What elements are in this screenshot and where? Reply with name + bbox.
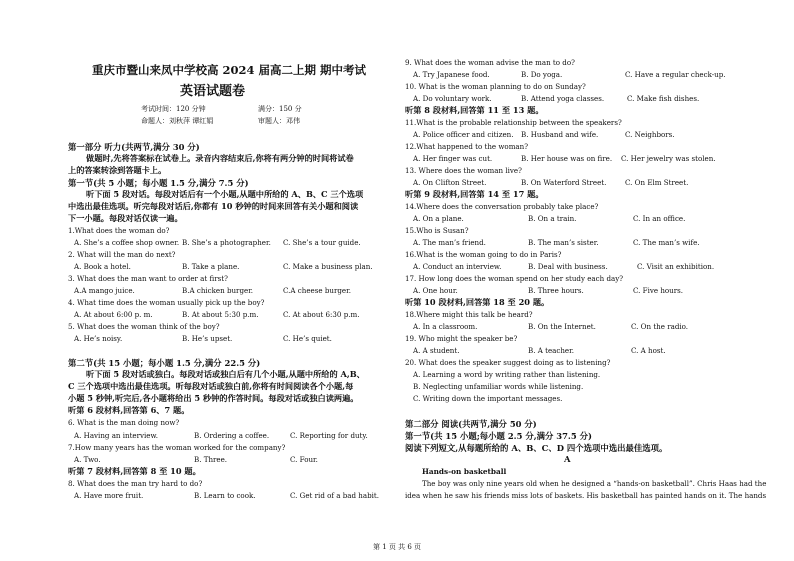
q18-option-b: B. On the Internet. xyxy=(528,322,596,331)
q15-option-a: A. The man’s friend. xyxy=(413,238,486,247)
question-10: 10. What is the woman planning to do on Sunday? xyxy=(405,82,586,91)
q9-option-b: B. Do yoga. xyxy=(521,70,563,79)
section2-heading: 第二节(共 15 小题；每小题 1.5 分,满分 22.5 分) xyxy=(68,358,261,368)
q9-option-c: C. Have a regular check-up. xyxy=(625,70,726,79)
part1-heading: 第一部分 听力(共两节,满分 30 分) xyxy=(68,142,200,152)
q13-option-b: B. On Waterford Street. xyxy=(521,178,607,187)
passage-line-2: idea when he saw his friends miss lots of baskets. His basketball has painted hands on it. The hands xyxy=(405,491,767,500)
q18-option-a: A. In a classroom. xyxy=(413,322,478,331)
q10-option-a: A. Do voluntary work. xyxy=(413,94,492,103)
question-13: 13. Where does the woman live? xyxy=(405,166,522,175)
q19-option-b: B. A teacher. xyxy=(528,346,574,355)
section2-intro-line3: 小题 5 秒钟,听完后,各小题将给出 5 秒钟的作答时间。每段对话或独白读两遍。 xyxy=(68,393,359,403)
question-2: 2. What will the man do next? xyxy=(68,250,176,259)
q1-option-a: A. She’s a coffee shop owner. xyxy=(74,238,180,247)
section2-intro-line1: 听下面 5 段对话或独白。每段对话或独白后有几个小题,从题中所给的 A,B、 xyxy=(86,369,365,379)
q2-option-c: C. Make a business plan. xyxy=(283,262,373,271)
material-6-heading: 听第 6 段材料,回答第 6、7 题。 xyxy=(68,405,190,415)
material-7-heading: 听第 7 段材料,回答第 8 至 10 题。 xyxy=(68,466,201,476)
q12-option-b: B. Her house was on fire. xyxy=(521,154,613,163)
section1-heading: 第一节(共 5 小题；每小题 1.5 分,满分 7.5 分) xyxy=(68,178,249,188)
page-footer: 第 1 页 共 6 页 xyxy=(372,543,422,551)
q20-option-c: C. Writing down the important messages. xyxy=(413,394,563,403)
q18-option-c: C. On the radio. xyxy=(631,322,689,331)
reading-instruction: 阅读下列短文,从每题所给的 A、B、C、D 四个选项中选出最佳选项。 xyxy=(405,443,668,453)
q15-option-b: B. The man’s sister. xyxy=(528,238,599,247)
q6-option-c: C. Reporting for duty. xyxy=(290,431,368,440)
q7-option-b: B. Three. xyxy=(194,455,228,464)
question-12: 12.What happened to the woman? xyxy=(405,142,529,151)
q17-option-a: A. One hour. xyxy=(413,286,458,295)
question-7: 7.How many years has the woman worked for the company? xyxy=(68,443,286,452)
section2-intro-line2: C 三个选项中选出最佳选项。听每段对话或独白前,你将有时间阅读各个小题,每 xyxy=(68,381,354,391)
q14-option-a: A. On a plane. xyxy=(413,214,464,223)
question-11: 11.What is the probable relationship between the speakers? xyxy=(405,118,622,127)
question-1: 1.What does the woman do? xyxy=(68,226,170,235)
question-15: 15.Who is Susan? xyxy=(405,226,469,235)
q11-option-a: A. Police officer and citizen. xyxy=(413,130,514,139)
q10-option-b: B. Attend yoga classes. xyxy=(521,94,605,103)
material-9-heading: 听第 9 段材料,回答第 14 至 17 题。 xyxy=(405,189,544,199)
q11-option-c: C. Neighbors. xyxy=(625,130,675,139)
q8-option-c: C. Get rid of a bad habit. xyxy=(290,491,380,500)
exam-reviewer: 审题人：邓伟 xyxy=(258,117,300,125)
exam-subtitle: 英语试题卷 xyxy=(180,84,246,99)
question-20: 20. What does the speaker suggest doing as to listening? xyxy=(405,358,611,367)
section1-intro-line3: 下一小题。每段对话仅读一遍。 xyxy=(68,213,183,223)
q12-option-c: C. Her jewelry was stolen. xyxy=(621,154,716,163)
q20-option-b: B. Neglecting unfamiliar words while listening. xyxy=(413,382,584,391)
q2-option-a: A. Book a hotel. xyxy=(74,262,131,271)
exam-authors: 命题人：刘秋萍 谭红娟 xyxy=(141,117,214,125)
material-10-heading: 听第 10 段材料,回答第 18 至 20 题。 xyxy=(405,297,550,307)
section1-intro-line1: 听下面 5 段对话。每段对话后有一个小题,从题中所给的 A、B、C 三个选项 xyxy=(86,189,364,199)
reading-section1-heading: 第一节(共 15 小题;每小题 2.5 分,满分 37.5 分) xyxy=(405,431,592,441)
passage-letter: A xyxy=(564,454,571,464)
question-5: 5. What does the woman think of the boy? xyxy=(68,322,220,331)
q4-option-a: A. At about 6:00 p. m. xyxy=(74,310,153,319)
q15-option-c: C. The man’s wife. xyxy=(633,238,700,247)
exam-score: 满分：150 分 xyxy=(258,105,302,113)
q10-option-c: C. Make fish dishes. xyxy=(627,94,700,103)
q7-option-a: A. Two. xyxy=(74,455,101,464)
q5-option-b: B. He’s upset. xyxy=(182,334,233,343)
q7-option-c: C. Four. xyxy=(290,455,318,464)
q17-option-b: B. Three hours. xyxy=(528,286,584,295)
q8-option-a: A. Have more fruit. xyxy=(74,491,144,500)
material-8-heading: 听第 8 段材料,回答第 11 至 13 题。 xyxy=(405,105,544,115)
question-19: 19. Who might the speaker be? xyxy=(405,334,518,343)
part2-heading: 第二部分 阅读(共两节,满分 50 分) xyxy=(405,419,537,429)
q1-option-c: C. She’s a tour guide. xyxy=(283,238,361,247)
q1-option-b: B. She’s a photographer. xyxy=(182,238,271,247)
q5-option-a: A. He’s noisy. xyxy=(74,334,123,343)
question-14: 14.Where does the conversation probably take place? xyxy=(405,202,599,211)
q17-option-c: C. Five hours. xyxy=(633,286,684,295)
q19-option-a: A. A student. xyxy=(413,346,460,355)
q2-option-b: B. Take a plane. xyxy=(182,262,240,271)
question-17: 17. How long does the woman spend on her study each day? xyxy=(405,274,624,283)
question-6: 6. What is the man doing now? xyxy=(68,418,180,427)
passage-line-1: The boy was only nine years old when he designed a “hands-on basketball”. Chris Haas had the xyxy=(422,479,767,488)
part1-intro-line1: 做题时,先将答案标在试卷上。录音内容结束后,你将有两分钟的时间将试卷 xyxy=(86,153,354,163)
q8-option-b: B. Learn to cook. xyxy=(194,491,256,500)
q5-option-c: C. He’s quiet. xyxy=(283,334,332,343)
q3-option-c: C.A cheese burger. xyxy=(283,286,351,295)
q20-option-a: A. Learning a word by writing rather than listening. xyxy=(413,370,601,379)
q4-option-c: C. At about 6:30 p.m. xyxy=(283,310,360,319)
q6-option-b: B. Ordering a coffee. xyxy=(194,431,270,440)
question-4: 4. What time does the woman usually pick up the boy? xyxy=(68,298,265,307)
question-3: 3. What does the man want to order at first? xyxy=(68,274,228,283)
passage-title: Hands-on basketball xyxy=(422,467,507,476)
question-16: 16.What is the woman going to do in Paris? xyxy=(405,250,562,259)
q13-option-a: A. On Clifton Street. xyxy=(413,178,487,187)
question-8: 8. What does the man try hard to do? xyxy=(68,479,203,488)
question-9: 9. What does the woman advise the man to do? xyxy=(405,58,575,67)
exam-title: 重庆市暨山来凤中学校高 2024 届高二上期 期中考试 xyxy=(92,63,367,77)
q12-option-a: A. Her finger was cut. xyxy=(413,154,493,163)
q16-option-c: C. Visit an exhibition. xyxy=(637,262,715,271)
q16-option-a: A. Conduct an interview. xyxy=(413,262,502,271)
q3-option-a: A.A mango juice. xyxy=(74,286,135,295)
q11-option-b: B. Husband and wife. xyxy=(521,130,599,139)
q9-option-a: A. Try Japanese food. xyxy=(413,70,490,79)
question-18: 18.Where might this talk be heard? xyxy=(405,310,533,319)
q19-option-c: C. A host. xyxy=(631,346,666,355)
q4-option-b: B. At about 5:30 p.m. xyxy=(182,310,259,319)
q14-option-c: C. In an office. xyxy=(633,214,686,223)
q14-option-b: B. On a train. xyxy=(528,214,577,223)
q3-option-b: B.A chicken burger. xyxy=(182,286,254,295)
q6-option-a: A. Having an interview. xyxy=(74,431,158,440)
part1-intro-line2: 上的答案转涂到答题卡上。 xyxy=(68,165,167,175)
q13-option-c: C. On Elm Street. xyxy=(625,178,689,187)
section1-intro-line2: 中选出最佳选项。听完每段对话后,你都有 10 秒钟的时间来回答有关小题和阅读 xyxy=(68,201,359,211)
q16-option-b: B. Deal with business. xyxy=(528,262,608,271)
exam-time: 考试时间：120 分钟 xyxy=(141,105,206,113)
